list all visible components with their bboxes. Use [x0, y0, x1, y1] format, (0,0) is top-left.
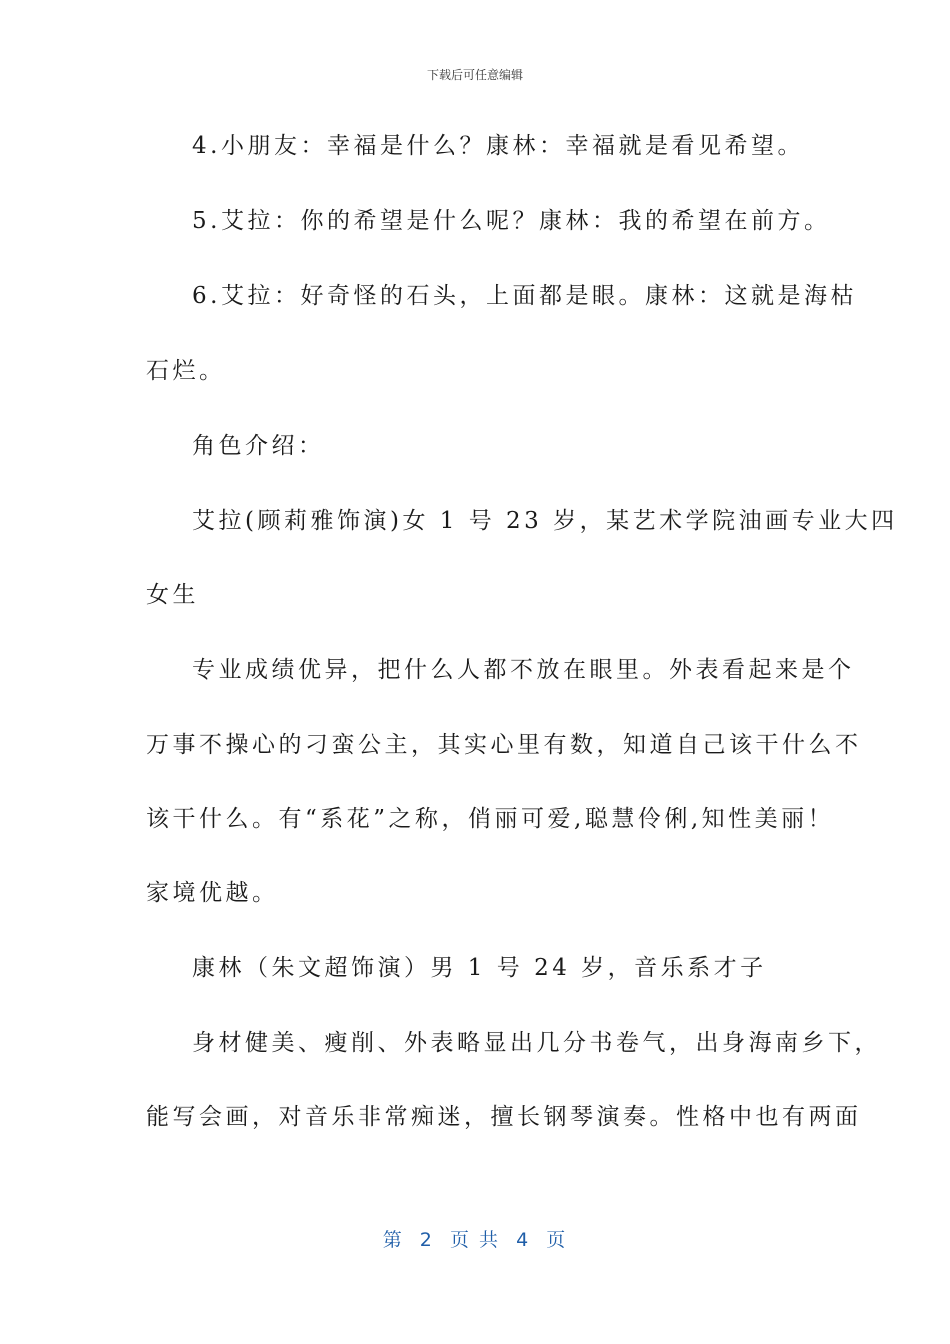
- text-line: 艾拉(顾莉雅饰演)女 1 号 23 岁，某艺术学院油画专业大四: [192, 508, 898, 534]
- text-line: 5.艾拉：你的希望是什么呢？康林：我的希望在前方。: [192, 208, 831, 234]
- text-line: 万事不操心的刁蛮公主，其实心里有数，知道自己该干什么不: [146, 732, 862, 758]
- text-line: 家境优越。: [146, 880, 279, 906]
- text-line: 康林（朱文超饰演）男 1 号 24 岁，音乐系才子: [192, 955, 767, 981]
- text-line: 石烂。: [146, 358, 226, 384]
- text-line: 专业成绩优异，把什么人都不放在眼里。外表看起来是个: [192, 657, 855, 683]
- text-line: 6.艾拉：好奇怪的石头，上面都是眼。康林：这就是海枯: [192, 283, 857, 309]
- text-line: 能写会画，对音乐非常痴迷，擅长钢琴演奏。性格中也有两面: [146, 1104, 862, 1130]
- text-line: 角色介绍：: [192, 433, 325, 459]
- text-line: 女生: [146, 582, 199, 608]
- page-header: 下载后可任意编辑: [426, 68, 523, 82]
- text-line: 该干什么。有“系花”之称，俏丽可爱,聪慧伶俐,知性美丽！: [146, 806, 835, 832]
- text-line: 身材健美、瘦削、外表略显出几分书卷气，出身海南乡下，: [192, 1030, 881, 1056]
- text-line: 4.小朋友：幸福是什么？康林：幸福就是看见希望。: [192, 133, 804, 159]
- page-number-footer: 第 2 页 共 4 页: [382, 1229, 568, 1251]
